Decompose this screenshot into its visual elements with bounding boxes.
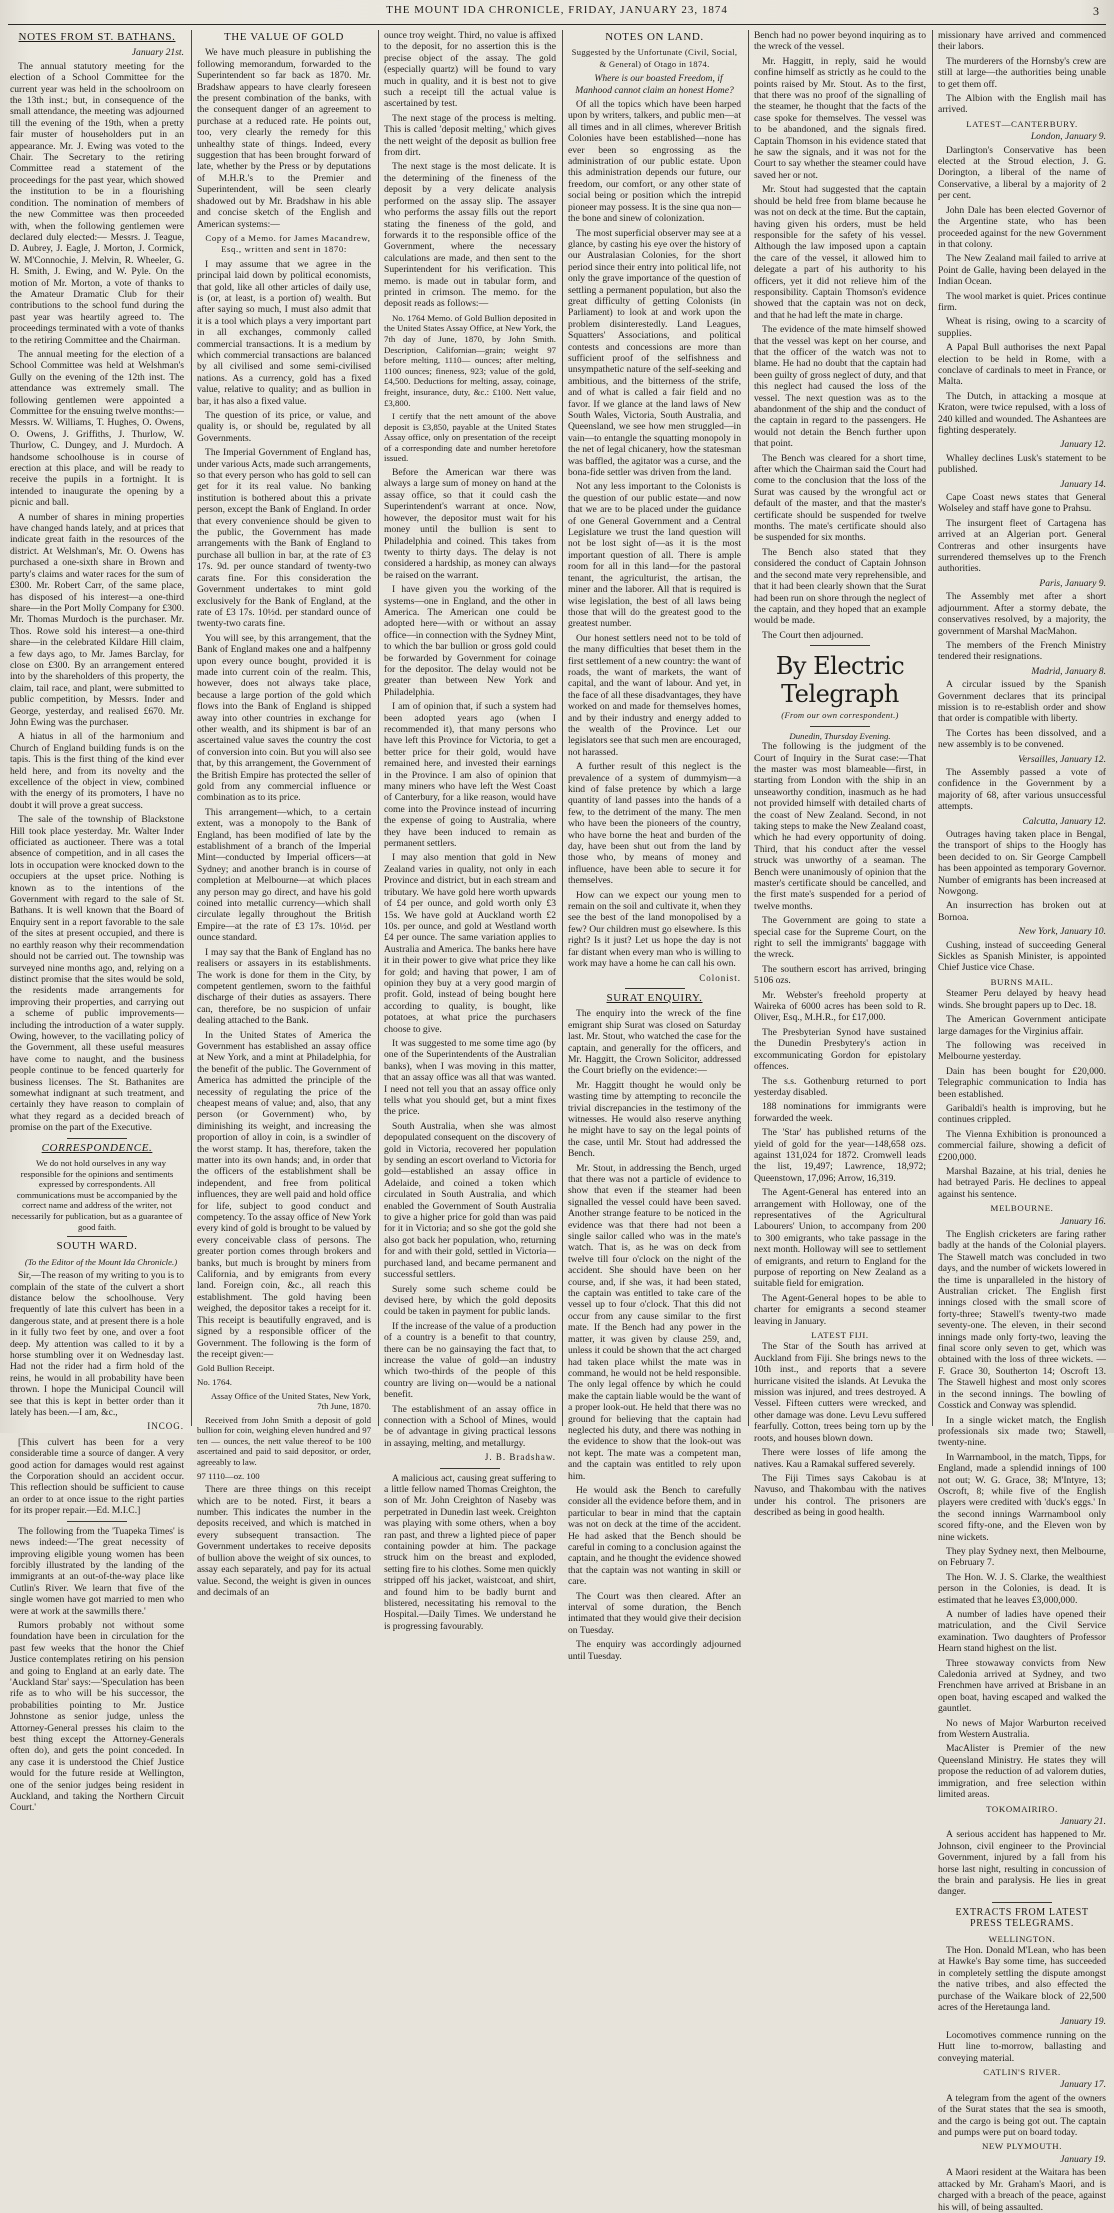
telegram: Locomotives commence running on the Hutt line to-morrow, ballasting and conveying material. [938,2029,1106,2064]
editor-note: [This culvert has been for a very considerable time a source of danger. A very good action for damages would rest against the Corporation should an accident occur. This reflection should be sufficient to cause an order to at once issue to the right parties for its proper repair.—Ed. M.I.C.] [10,1436,184,1517]
dateline: Calcutta, January 12. [1022,815,1106,827]
epigraph: Where is our boasted Freedom, if Manhood cannot claim an honest Home? [575,73,734,96]
letter-signature: INCOG. [147,1421,184,1432]
divider [992,1902,1052,1903]
masthead-title: THE MOUNT IDA CHRONICLE, FRIDAY, JANUARY 23, 1874 [386,4,728,16]
dateline: January 14. [1060,478,1106,490]
section-subheading: NEW PLYMOUTH. [981,2141,1063,2152]
telegram: Mr. Webster's freehold property at Waireka of 6000 acres has been sold to R. Oliver, Esq., M.H.R., for £17,000. [754,989,926,1024]
telegram: The Cortes has been dissolved, and a new assembly is to be convened. [938,727,1106,751]
memo-title: Copy of a Memo. for James Macandrew, Esq., written and sent in 1870: [205,232,371,255]
telegram: The Agent-General has entered into an arrangement with Holloway, one of the representatives of the Agricultural Labourers' Union, to accompany from 200 to 300 emigrants, who take passage in the next month. Holloway will see to settlement of emigrants, and return to England for the purpose of reporting on New Zealand as a suitable field for emigration. [754,1187,926,1290]
divider [67,1236,127,1237]
dateline: Versailles, January 12. [1018,753,1106,765]
telegram: The Presbyterian Synod have sustained the Dunedin Presbytery's action in excommunicating Gordon for epistolary offences. [754,1026,926,1073]
paragraph: The annual statutory meeting for the election of a School Committee for the current year was held in the schoolroom on the 13th inst.; but, in consequence of the small attendance, the meeting was adjourned till the evening of the 19th, when a pretty fair muster of householders put in an appearance. Mr. J. Ewing was voted to the Chair. The Secretary to the retiring Committee read a statement of the proceedings for the past year, which showed the institution to be in a flourishing condition. The nomination of members of the new Committee was then proceeded with, when the following gentlemen were declared duly elected:— Messrs. J. Teague, D. Aubrey, J. Eagle, J. Morton, J. Cormick, W. M'Connochie, J. Melvin, R. Wheeler, G. H. Smith, J. Ewing, and W. Pyle. On the motion of Mr. Morton, a vote of thanks to the Amateur Dramatic Club for their contributions to the school fund during the past year was heartily agreed to. The proceedings terminated with a vote of thanks to the retiring Committee and the Chairman. [10,60,184,346]
telegram: The following was received in Melbourne yesterday. [938,1039,1106,1063]
telegram: Marshal Bazaine, at his trial, denies he had betrayed Paris. He declines to appeal against his sentence. [938,1165,1106,1200]
telegram: The Assembly passed a vote of confidence in the Government by a majority of 68, after various unsuccessful attempts. [938,766,1106,813]
paragraph: The Bench was cleared for a short time, after which the Chairman said the Court had come to the conclusion that the loss of the Surat was caused by the wrongful act or default of the master, and that the master's certificate should be suspended for twelve months. The mate's certificate should also be suspended for six months. [754,452,926,544]
paragraph: Mr. Haggitt thought he would only be wasting time by attempting to reconcile the trivial discrepancies in the testimony of the witnesses. He would also reserve anything he might have to say on the legal points of the case, until Mr. Stout had addressed the Bench. [568,1079,741,1160]
receipt-line: Assay Office of the United States, New York, 7th June, 1870. [210,1390,371,1412]
paragraph: A number of shares in mining properties have changed hands lately, and at prices that indicate great faith in the resources of the district. At Welshman's, Mr. O. Owens has purchased a one-sixth share in Brown and party's claims and water races for the sum of £300. Mr. Robert Carr, of the same place, has disposed of his interest—a one-third share—in the Port Molly Company for £300. Mr. Thomas Murdoch is the purchaser. Mr. Thos. Rowe sold his interest—a one-third share—in the celebrated Kildare Hill claim, a few days ago, to Mr. James Barclay, for close on £300. By an arrangement entered into by the shareholders of this property, the claim, tail race, and plant, were submitted to public competition, by Messrs. Inder and George, yesterday, and realised £670. Mr. John Ewing was the purchaser. [10,511,184,728]
article-heading: NOTES FROM ST. BATHANS. [18,31,176,43]
letter-body: Sir,—The reason of my writing to you is to complain of the state of the culvert a short distance below the schoolhouse. Very frequently of late this culvert has been in a dangerous state, and at present there is a hole in it fully two feet by one, and over a foot deep. My attention was called to it by a horse stumbling over it on Wednesday last. Had not the rider had a firm hold of the reins, he would in all probability have been thrown. I hope the Municipal Council will see that this is kept in better order than it lately has been.—I am, &c., [10,1270,184,1419]
dateline: January 17. [1060,2079,1106,2091]
paragraph: I may also mention that gold in New Zealand varies in quality, not only in each Province and district, but in each stream and tributary. We have gold here worth upwards of £4 per ounce, and gold worth only £3 15s. We have gold at Auckland worth £2 10s. per ounce, and gold at Westland worth £4 per ounce. The same variation applies to Australia and America. The banks here have it in their power to give what price they like for gold; and having that power, I am of opinion they buy at a very good margin of profit. Gold, instead of being bought here according to quality, is bought, like potatoes, at what price the purchasers choose to give. [384,852,556,1035]
receipt-body: Received from John Smith a deposit of gold bullion for coin, weighing eleven hundred and 97 ten — ounces, the nett value thereof to be 100 ascertained and paid to said depositor, or order, agreeably to law. [197,1414,371,1468]
paragraph: The question of its price, or value, and quality is, or should be, regulated by all Governments. [197,410,371,444]
section-subheading: WELLINGTON. [988,1933,1056,1944]
telegram: The southern escort has arrived, bringing 5106 ozs. [754,963,926,987]
dateline: Madrid, January 8. [1031,665,1106,677]
telegram: The members of the French Ministry tendered their resignations. [938,639,1106,663]
dateline: January 16. [1060,1215,1106,1227]
telegram: They play Sydney next, then Melbourne, on February 7. [938,1545,1106,1569]
paragraph: We have much pleasure in publishing the following memorandum, forwarded to the Superintendent so far back as 1870. Mr. Bradshaw appears to have clearly foreseen the present combination of the banks, with the consequent danger of an agreement to purchase at a reduced rate. He points out, too, very clearly the remedy for this unhealthy state of things. Indeed, every suggestion that has been brought forward of late, whether by the Press or by deputations of M.H.R.'s to the Premier and Superintendent, will be seen clearly shadowed out by Mr. Bradshaw in his able and concise sketch of the English and American systems:— [197,47,371,230]
paragraph: Before the American war there was always a large sum of money on hand at the assay office, so that it could cash the Superintendent's warrant at once. Now, however, the depositor must wait for his money until the bullion is sent to Philadelphia and coined. This takes from twenty to thirty days. The delay is not considered a hardship, as money can always be raised on the warrant. [384,467,556,581]
divider [625,988,685,989]
telegram: A number of ladies have opened their matriculation, and the Civil Service examination. Two daughters of Professor Hearn stand highest on the list. [938,1609,1106,1655]
telegram: The Hon. W. J. S. Clarke, the wealthiest person in the Colonies, is dead. It is estimated that he leaves £3,000,000. [938,1571,1106,1606]
paragraph: missionary have arrived and commenced their labors. [938,30,1106,53]
telegram: The 'Star' has published returns of the yield of gold for the year—148,658 ozs. against 131,024 for 1872. Cromwell leads the list, 19,497; Lawrence, 18,972; Queenstown, 17,096; Arrow, 16,319. [754,1127,926,1184]
column-rule [748,30,749,1426]
article-signature: J. B. Bradshaw. [484,1452,556,1463]
section-subheading: LATEST—CANTERBURY. [966,118,1078,129]
paragraph: I have given you the working of the systems—one in England, and the other in America. The American one could be adopted here—with or without an assay office—in connection with the Sydney Mint, to which the bar bullion or gross gold could be forwarded by Government for coinage for the depositor. The delay would not be greater than between New York and Philadelphia. [384,584,556,698]
telegram: A serious accident has happened to Mr. Johnson, civil engineer to the Provincial Government, injured by a fall from his horse last night, resulting in concussion of the brain and paralysis. He lies in great danger. [938,1829,1106,1898]
paragraph: The enquiry was accordingly adjourned until Tuesday. [568,1639,741,1662]
telegram: The wool market is quiet. Prices continue firm. [938,290,1106,313]
telegram: The s.s. Gothenburg returned to port yesterday disabled. [754,1075,926,1098]
telegram: The Government are going to state a special case for the Supreme Court, on the right to sell the immigrants' baggage with the wreck. [754,915,926,961]
paragraph: A malicious act, causing great suffering to a little fellow named Thomas Creighton, the son of Mr. John Creighton of Naseby was perpetrated in Dunedin last week. Creighton was playing with some others, when a boy ran past, and threw a lighted piece of paper containing powder at him. The package struck him on the breast and exploded, setting fire to his clothes. Some men quickly stripped off his jacket, waistcoat, and shirt, and found him to be badly burnt and blistered, necessitating his removal to the Hospital.—Daily Times. We understand he is progressing favourably. [384,1472,556,1632]
telegram: A Papal Bull authorises the next Papal election to be held in Rome, with a conclave of cardinals to meet in France, or Malta. [938,342,1106,388]
paragraph: The Court then adjourned. [762,629,864,641]
telegram: The Vienna Exhibition is pronounced a commercial failure, showing a deficit of £200,000. [938,1128,1106,1163]
article-date: January 21st. [131,47,184,59]
telegraph-title: By Electric Telegraph [775,652,905,709]
paragraph: I may say that the Bank of England has no realisers or assayers in its establishments. The work is done for them in the City, by competent gentlemen, sworn to the faithful discharge of their duties as assayers. There can, therefore, be no suspicion of unfair dealing attached to the Bank. [197,946,371,1027]
section-heading: EXTRACTS FROM LATEST PRESS TELEGRAMS. [955,1906,1089,1930]
paragraph: The annual meeting for the election of a School Committee was held at Welshman's Gully on the evening of the 12th inst. The attendance was extremely small. The following gentlemen were appointed a Committee for the ensuing twelve months:—Messrs. W. Williams, T. Hughes, O. Owens, O. Owens, J. Griffiths, J. Thurlow, W. Thurlow, C. Dungey, and J. Murdoch. A handsome schoolhouse is in course of erection at this place, and will be ready to receive the pupils in a fortnight. It is intended to inaugurate the opening by a picnic and ball. [10,348,184,509]
paragraph: The enquiry into the wreck of the fine emigrant ship Surat was closed on Saturday last. Mr. Stout, who watched the case for the captain, and generally for the officers, and Mr. Haggitt, the Crown Solicitor, addressed the Court briefly on the evidence:— [568,1008,741,1077]
paragraph: There are three things on this receipt which are to be noted. First, it bears a number. This indicates the number in the deposits received, and which is matched in every subsequent transaction. The Government undertakes to receive deposits of bullion above the weight of six ounces, to assay each separately, and pay for its actual value. Second, the weight is given in ounces and decimals of an [197,1484,371,1598]
article-subheading: Suggested by the Unfortunate (Civil, Social, & General) of Otago in 1874. [571,47,738,69]
column-rule [562,30,563,1426]
paragraph: The sale of the township of Blackstone Hill took place yesterday. Mr. Walter Inder officiated as auctioneer. There was a total absence of competition, and in all cases the lots in occupation were knocked down to the occupiers at the upset price. Nothing is known as to the intentions of the Government with regard to the sale of St. Bathans. It is well known that the Board of Enquiry sent in a report favorable to the sale of the sites at present occupied, and there is no earthly reason why their recommendation should not be carried out. The township was surveyed nine months ago, and, relying on a distinct promise that the sites would be sold, the residents made arrangements for improving their properties, and carrying out a scheme of public improvements—including the introduction of a water supply. Owing, however, to the vacillating policy of the Government, all these useful measures have come to naught, and the business people continue to be fenced quarterly for business licenses. The St. Bathanites are somewhat indignant at such treatment, and certainly they have reason to complain of what they regard as a decided breach of promise on the part of the Executive. [10,814,184,1134]
section-subheading: LATEST FIJI. [811,1330,869,1341]
page-masthead [0,4,1114,22]
section-subheading: CATLIN'S RIVER. [983,2067,1061,2078]
paragraph: Of all the topics which have been harped upon by writers, talkers, and public men—at all times and in all climes, wherever British Colonies have been established—none has ever been so engrossing as the administration of our public estate. Upon this administration depends our future, our freedom, our comfort, or any other state of social being or position which the intrepid pioneer may possess. It is the sine qua non—the bone and sinew of colonization. [568,99,741,225]
article-signature: Colonist. [699,972,741,983]
paragraph: The next stage of the process is melting. This is called 'deposit melting,' which gives the nett weight of the deposit as bullion free from dirt. [384,112,556,159]
telegram: No news of Major Warburton received from Western Australia. [938,1717,1106,1741]
section-heading: CORRESPONDENCE. [41,1141,153,1154]
letter-address: (To the Editor of the Mount Ida Chronicle.) [24,1256,178,1267]
column-4 [568,30,741,1662]
dateline: London, January 9. [1030,131,1106,143]
dateline: January 19. [1060,2153,1106,2165]
telegram: Dain has been bought for £20,000. Telegraphic communication to India has been established. [938,1065,1106,1100]
paragraph: Mr. Haggitt, in reply, said he would confine himself as strictly as he could to the points raised by Mr. Stout. As to the first, that there was no proof of the signalling of the steamer, he thought that the facts of the case spoke for themselves. The vessel was to be abandoned, and the signals fired. Captain Thomson in his evidence stated that he saw the signals, and it was not for the Court to say whether the steamer could have saved her or not. [754,55,926,181]
telegram: 188 nominations for immigrants were forwarded the week. [754,1101,926,1124]
telegram: The English cricketers are faring rather badly at the hands of the Colonial players. The Stawell match was concluded in two days, and the number of wickets lowered in the time is unparalleled in the history of Australian cricket. The English first innings closed with the small score of forty-three; Stawell's twenty-two made seventy-one. The eleven, in their second innings made only forty-two, leaving the final score only seven to get, which was obtained with the loss of three wickets. — F. Grace 30, Southerton 14; Oscroft 13. The Stawell highest and most only scores in the second innings. The bowling of Cosstick and Conway was splendid. [938,1229,1106,1412]
telegram: In Warrnambool, in the match, Tipps, for England, made a splendid innings of 100 not out; W. G. Grace, 38; M'Intyre, 13; Oscroft, 8; while five of the English players were credited with 'duck's eggs.' In the second innings Warrnambool only scored fifty-one, and the Eleven won by nine wickets. [938,1451,1106,1543]
memo-certify: I certify that the nett amount of the above deposit is £3,850, payable at the United States Assay office, only on presentation of the receipt of a corresponding date and number heretofore issued. [384,411,556,464]
paragraph: The evidence of the mate himself showed that the vessel was kept on her course, and that the officer of the watch was not to blame. He had no doubt that the captain had been guilty of gross neglect of duty, and that this neglect had caused the loss of the vessel. The next question was as to the abandonment of the ship and the conduct of the captain in regard to the passengers. He would not detain the Bench further upon that point. [754,324,926,450]
telegram: The Dutch, in attacking a mosque at Kraton, were twice repulsed, with a loss of 240 killed and wounded. The Ashantees are fighting desperately. [938,390,1106,436]
telegram: Garibaldi's health is improving, but he continues crippled. [938,1102,1106,1126]
paragraph: A further result of this neglect is the prevalence of a system of dummyism—a kind of false pretence by which a large quantity of land passes into the hands of a few, to the detriment of the many. The men who have been the pioneers of the country, who have borne the heat and burden of the day, have been shut out from the land by those who, by means of money and influence, have been able to secure it for themselves. [568,761,741,887]
telegram: In a single wicket match, the English professionals six made two; Stawell, twenty-nine. [938,1414,1106,1449]
paragraph: Not any less important to the Colonists is the question of our public estate—and now that we are to be placed under the guidance of one General Government and a Central Legislature we trust the land question will not be lost sight of—as it is the most important question of all. There is ample room for all in this land—for the pastoral tenant, the agriculturist, the artisan, the miner and the laborer. All that is required is wise legislation, the best of all laws being those that will do the greatest good to the greatest number. [568,481,741,630]
column-1 [10,30,184,1814]
telegram: A circular issued by the Spanish Government declares that its principal mission is to re-establish order and show that order is compatible with liberty. [938,679,1106,725]
paragraph: He would ask the Bench to carefully consider all the evidence before them, and in particular to bear in mind that the captain was not on deck at the time of the accident. He had asked that the Bench should be careful in coming to a conclusion against the captain, and he thought the evidence showed that the captain was not wanting in skill or care. [568,1484,741,1588]
divider [67,1138,127,1139]
telegram: John Dale has been elected Governor of the Argentine state, who has been proceeded against for the new Government in that colony. [938,204,1106,250]
telegram: Cushing, instead of succeeding General Sickles as Spanish Minister, is appointed Chief Justice vice Chase. [938,939,1106,974]
paragraph: Bench had no power beyond inquiring as to the wreck of the vessel. [754,30,926,53]
telegram: There were losses of life among the natives. Kau a Ramakal suffered severely. [754,1447,926,1470]
telegram: The insurgent fleet of Cartagena has arrived at an Algerian port. General Contreras and other insurgents have surrendered themselves up to the French authorities. [938,517,1106,575]
paragraph: The Bench also stated that they considered the conduct of Captain Johnson and the second mate very reprehensible, and that it had been clearly shown that the Surat had been run on shore through the neglect of the captain, and they hoped that an example would be made. [754,546,926,627]
paragraph: The Imperial Government of England has, under various Acts, made such arrangements, so that every person who has gold to sell can get for it its real value. No banking institution is bothered about this a private person, except the Bank of England. In order that every convenience should be given to the public, the Government has made arrangements with the Bank of England to purchase all bullion in bar, at the rate of £3 17s. 9d. per ounce standard of twenty-two carats fine. For this consideration the Government undertakes to mint gold exclusively for the Bank of England, at the rate of £3 17s. 10½d. per standard ounce of twenty-two carats fine. [197,447,371,630]
section-subheading: TOKOMAIRIRO. [986,1803,1058,1814]
receipt-line: Gold Bullion Receipt. [197,1363,275,1374]
telegram: A telegram from the agent of the owners of the Surat states that the sea is smooth, and the cargo is being got out. The captain and pumps were put on board today. [938,2092,1106,2139]
paragraph: Mr. Stout, in addressing the Bench, urged that there was not a particle of evidence to show that even if the steamer had been signalled the vessel could have been saved. Another strange feature to be noticed in the evidence was that there had not been a single sailor called who was in the mate's watch. That is, as he was on deck from twelve till four o'clock on the night of the accident. She should have been on her course, and, if she was, it had been stated, the captain was entitled to take care of the vessel up to four o'clock. That this did not occur from any cause similar to the first mate. If the Bench had any power in the matter, it was given by clause 259, and, unless it could be shown that the act charged had taken place whilst the mate was in command, he would not be held responsible. The only legal offence by which he could make the captain liable would be the want of a proper look-out. He held that there was no ground for believing that the captain had neglected his duty, and there was nothing in the evidence to show that the look-out was not kept. The mate was a competent man, and the captain was entitled to rely upon him. [568,1162,741,1482]
telegram: The Hon. Donald M'Lean, who has been at Hawke's Bay some time, has succeeded in completely settling the dispute amongst the native tribes, and also effected the purchase of the Waikare block of 22,500 acres of the Heretaunga land. [938,1944,1106,2013]
paragraph: The Court was then cleared. After an interval of some duration, the Bench intimated that they would give their decision on Tuesday. [568,1590,741,1636]
paragraph: Surely some such scheme could be devised here, by which the gold deposits could be taken in payment for public lands. [384,1283,556,1318]
column-rule [191,30,192,1426]
divider [67,1521,127,1522]
paragraph: You will see, by this arrangement, that the Bank of England makes one and a halfpenny upon every ounce bought, provided it is made into current coin of the realm. This, however, does not always take place, because a large portion of the gold which flows into the Bank of England is shipped away into other countries in exchange for other wealth, and its shipment is bar of an ascertained value saves the country the cost of conversion into coin. But you will also see that, by this arrangement, the Government of the British Empire has protected the seller of gold from any commercial influence or combination as to its price. [197,632,371,804]
paragraph: A hiatus in all of the harmonium and Church of England building funds is on the tapis. This is the first thing of the kind ever held here, and from its novelty and the excellence of the object in view, combined with the energy of its promoters, I have no doubt it will prove a great success. [10,731,184,811]
telegram: Outrages having taken place in Bengal, the transport of ships to the Hoogly has been decided to on. Sir George Campbell has been appointed as temporary Governor. Number of emigrants has been increased at Nowgong. [938,829,1106,898]
telegram: The following is the judgment of the Court of Inquiry in the Surat case:—That the master was most blameable—first, in starting from London with the ship in an unseaworthy condition, inasmuch as he had not provided himself with detailed charts of the coast of New Zealand. Second, in not taking steps to make the New Zealand coast, which he had every opportunity of doing. Third, that his conduct after the vessel struck was unworthy of a seaman. The Bench were unanimously of opinion that the master's certificate should be cancelled, and the first mate's suspended for a period of twelve months. [754,741,926,912]
telegram: The Fiji Times says Cakobau is at Navuso, and Thakombau with the natives under his control. The prisoners are described as being in good health. [754,1472,926,1519]
memo-block: No. 1764 Memo. of Gold Bullion deposited in the United States Assay Office, at New York, the 7th day of June, 1870, by John Smith. Description, Californian—grain; weight 97 before melting, 1110— ounces; after melting, 1100 ounces; fineness, 923; value of the gold, £4,500. Deductions for melting, assay, coinage, freight, insurance, duty, &c.: £100. Nett value, £3,800. [384,312,556,408]
dateline: January 12. [1060,439,1106,451]
paragraph: I may assume that we agree in the principal laid down by political economists, that gold, like all other articles of daily use, is (or, at least, is a portion of) wealth. But after saying so much, I must also admit that it is a tool which plays a very important part in all exchanges, commonly called commercial transactions. It is a medium by which commercial transactions are balanced by all civilised and some semi-civilised nations. As a currency, gold has a fixed value, relative to quality; and as bullion in bar, it has also a fixed value. [197,258,371,407]
article-heading: THE VALUE OF GOLD [223,31,345,43]
paragraph: This arrangement—which, to a certain extent, was a monopoly to the Bank of England, has been modified of late by the establishment of a branch of the Imperial Mint—conducted by Imperial officers—at Sydney; and another branch is in course of completion at Melbourne—at which places any person may go direct, and have his gold coined into metallic currency—which shall circulate legally throughout the British Empire—at the rate of £3 17s. 10½d. per ounce standard. [197,806,371,944]
dateline: Paris, January 9. [1039,577,1106,589]
paragraph: If the increase of the value of a production of a country is a benefit to that country, there can be no gainsaying the fact that, to increase the value of gold—an industry which two-thirds of the people of this country are living on—would be a national benefit. [384,1320,556,1401]
section-subheading: MELBOURNE. [990,1203,1054,1214]
divider [810,726,870,727]
telegram: The Agent-General hopes to be able to charter for emigrants a second steamer leaving in January. [754,1292,926,1327]
column-5 [754,30,926,1519]
telegraph-subtitle: (From our own correspondent.) [781,710,899,721]
paragraph: South Australia, when she was almost depopulated consequent on the discovery of gold in Victoria, recovered her population by sending an escort overland to Victoria for gold—established an assay office in Adelaide, and coined a token which circulated in South Australia, and which enabled the Government of South Australia to give a higher price for gold than was paid for it in Victoria; and so she got the gold she also got back her population, who, returning for and with their gold, settled in Victoria—purchased land, and became permanent and successful settlers. [384,1120,556,1281]
paragraph: In the United States of America the Government has established an assay office at New York, and a mint at Philadelphia, for the benefit of the public. The Government of America has admitted the principle of the necessity of regulating the price of the cheapest means of value; and, also, that any person (or Government) who, by diminishing its weight, and increasing the proportion of alloy in coin, is a swindler of the worst stamp. It has, therefore, taken the matter into its own hands; and, in order that the officers of the establishment shall be independent, and free from political influences, they are well paid and hold office for life, subject to good conduct and competency. To the assay office of New York every kind of gold is brought to be valued by every conceivable class of persons. The greater portion comes through brokers and banks, but much is brought by miners from California, and by emigrants from every land. Foreign coin, &c., all reach this establishment. The gold having been weighed, the depositor takes a receipt for it. This receipt is beautifully engraved, and is signed by a responsible officer of the Government. The following is the form of the receipt given:— [197,1029,371,1360]
paragraph: The following from the 'Tuapeka Times' is news indeed:—'The great necessity of improving eligible young women has been forcibly illustrated by the landing of the immigrants at an out-of-the-way place like Cutlin's River. We learn that five of the single women have got married to men who were at work at the sawmills there.' [10,1525,184,1617]
divider [810,645,870,646]
paragraph: The murderers of the Hornsby's crew are still at large—the authorities being unable to get them off. [938,55,1106,90]
paragraph: The Albion with the English mail has arrived. [938,93,1106,116]
column-2 [197,30,371,1598]
telegram: Whalley declines Lusk's statement to be published. [938,452,1106,476]
dateline: January 19. [1060,2016,1106,2028]
editorial-note: We do not hold ourselves in any way responsible for the opinions and sentiments expressed by correspondents. All communications must be accompanied by the correct name and address of the writer, not necessarily for publication, but as a guarantee of good faith. [11,1158,183,1232]
telegram: Wheat is rising, owing to a scarcity of supplies. [938,316,1106,339]
paragraph: ounce troy weight. Third, no value is affixed to the deposit, for no assertion this is the precise object of the assay. The gold (especially quartz) will be found to vary much in quality, and it is best not to give such a receipt till the actual value is ascertained by test. [384,30,556,110]
section-heading: SURAT ENQUIRY. [606,991,703,1004]
column-rule [378,30,379,1426]
paragraph: Rumors probably not without some foundation have been in circulation for the past few weeks that the honor the Chief Justice contemplates retiring on his pension and going to England at an early date. The 'Auckland Star' says:—'Speculation has been rife as to who will be his successor, the probabilities pointing to Mr. Justice Johnstone as senior judge, unless the Attorney-General presses his claim to the best thing except the Attorney-Generals often do), and gets the point conceded. In any case it is understood the Chief Justice would for the future reside at Wellington, one of the senior judges being resident in Auckland, and taking the Northern Circuit Court.' [10,1619,184,1814]
page-number: 3 [1093,4,1100,18]
telegram: An insurrection has broken out at Bornoa. [938,900,1106,923]
telegram: The New Zealand mail failed to arrive at Point de Galle, having been delayed in the Indian Ocean. [938,253,1106,288]
paragraph: Mr. Stout had suggested that the captain should be held free from blame because he was not on deck at the time. But the captain, having given his orders, must be held responsible for the safety of his vessel. Although the law imposed upon a captain the care of the vessel, it allowed him to delegate a part of his authority to his officers, yet it did not relieve him of the responsibility. Captain Thomson's evidence showed that the captain was not on deck, and that he had left the mate in charge. [754,184,926,321]
paragraph: The most superficial observer may see at a glance, by casting his eye over the history of our Australasian Colonies, for the short period since their entry into political life, not only the grave importance of the question of settling a permanent population, but also the great difficulty of getting Colonists (in Parliament) to look at and work upon the problem disinterestedly. Land Leagues, Squatters' Associations, and political contests and concessions are more than sufficient proof of the selfishness and unsympathetic nature of the self-seeking and ambitious, and the bitterness of the strife, and of what is called a fair field and no favor. If we glance at the land laws of New South Wales, Victoria, South Australia, and Queensland, we see how men struggled—in vain—to entangle the squatting monopoly in the net of legal chicanery, how the statesman was baffled, the agitator was a curse, and the bona-fide settler was driven from the land. [568,227,741,479]
paragraph: The establishment of an assay office in connection with a School of Mines, would be of advantage in giving practical lessons in assaying, melting, and metallurgy. [384,1403,556,1449]
receipt-amount: 97 1110—oz. 100 [197,1470,260,1481]
telegram: The American Government anticipate large damages for the Virginius affair. [938,1014,1106,1037]
column-3 [384,30,556,1632]
article-heading: NOTES ON LAND. [605,31,704,43]
dateline: New York, January 10. [1018,926,1106,938]
telegram: The Star of the South has arrived at Auckland from Fiji. She brings news to the 10th inst., and reports that a severe hurricane visited the islands. At Levuka the mission was injured, and trees destroyed. A Vessel. Fifteen cutters were wrecked, and other damage was done. Levu Levu suffered fearfully. Cotton, trees being torn up by the roots, and houses blown down. [754,1341,926,1444]
telegram: The Assembly met after a short adjournment. After a stormy debate, the conservatives resolved, by a majority, the government of Marshal MacMahon. [938,591,1106,637]
divider [440,1468,500,1469]
letter-heading: SOUTH WARD. [56,1240,138,1253]
receipt-line: No. 1764. [197,1376,232,1387]
telegram: Cape Coast news states that General Wolseley and staff have gone to Prahsu. [938,492,1106,515]
paragraph: It was suggested to me some time ago (by one of the Superintendents of the Australian banks), when I was moving in this matter, that an assay office was all that was wanted. I need not tell you that an assay office only tells what you should get, but a mint fixes the price. [384,1037,556,1118]
column-rule [932,30,933,1426]
dateline: January 21. [1060,1815,1106,1827]
telegram: A Maori resident at the Waitara has been attacked by Mr. Graham's Maori, and is charged with a breach of the peace, against his will, of being assaulted. [938,2167,1106,2213]
paragraph: Our honest settlers need not to be told of the many difficulties that beset them in the first settlement of a new country: the want of roads, the want of markets, the want of capital, and the want of labour. And yet, in the face of all these disadvantages, they have worked on and made for themselves homes, and by their industry and energy added to the wealth of the Province. Let our legislators see that such men are encouraged, not harassed. [568,632,741,758]
section-subheading: BURNS MAIL. [990,976,1054,987]
paragraph: I am of opinion that, if such a system had been adopted years ago (when I recommended it), that many persons who have left this Province for Victoria, to get a better price for their gold, would have remained here, and invested their earnings in the Province. I am also of opinion that many miners who have left the West Coast of Canterbury, for a like reason, would have come into the Province instead of incurring the expense of going to Australia, where they have been induced to remain as permanent settlers. [384,701,556,850]
telegram: Darlington's Conservative has been elected at the Stroud election, J. G. Dorington, a liberal of the name of Conservative, a liberal by a majority of 2 per cent. [938,144,1106,202]
telegram: MacAlister is Premier of the new Queensland Ministry. He states they will propose the reduction of ad valorem duties, immigration, and free selection within limited areas. [938,1743,1106,1801]
telegram: Three stowaway convicts from New Caledonia arrived at Sydney, and two Frenchmen have arrived at Brisbane in an open boat, having escaped and walked the gauntlet. [938,1657,1106,1715]
column-6 [938,30,1106,2213]
top-rule [8,24,1106,25]
paragraph: How can we expect our young men to remain on the soil and cultivate it, when they see the best of the land monopolised by a few? Our children must go elsewhere. Is this right? Is it just? Let us hope the day is not far distant when every man who is willing to work may have a home he can call his own. [568,889,741,970]
paragraph: The next stage is the most delicate. It is the determining of the fineness of the deposit by a very delicate analysis performed on the assay slip. The assayer who performs the assay fills out the report stating the fineness of the gold, and forwards it to the responsible office of the Government, where the necessary calculations are made, and then sent to the Superintendent for his verification. This memo. is made out in tabular form, and printed in crimson. The memo. for the deposit reads as follows:— [384,161,556,310]
telegram: Steamer Peru delayed by heavy head winds. She brought papers up to Dec. 18. [938,988,1106,1011]
dateline: Dunedin, Thursday Evening. [789,730,891,741]
